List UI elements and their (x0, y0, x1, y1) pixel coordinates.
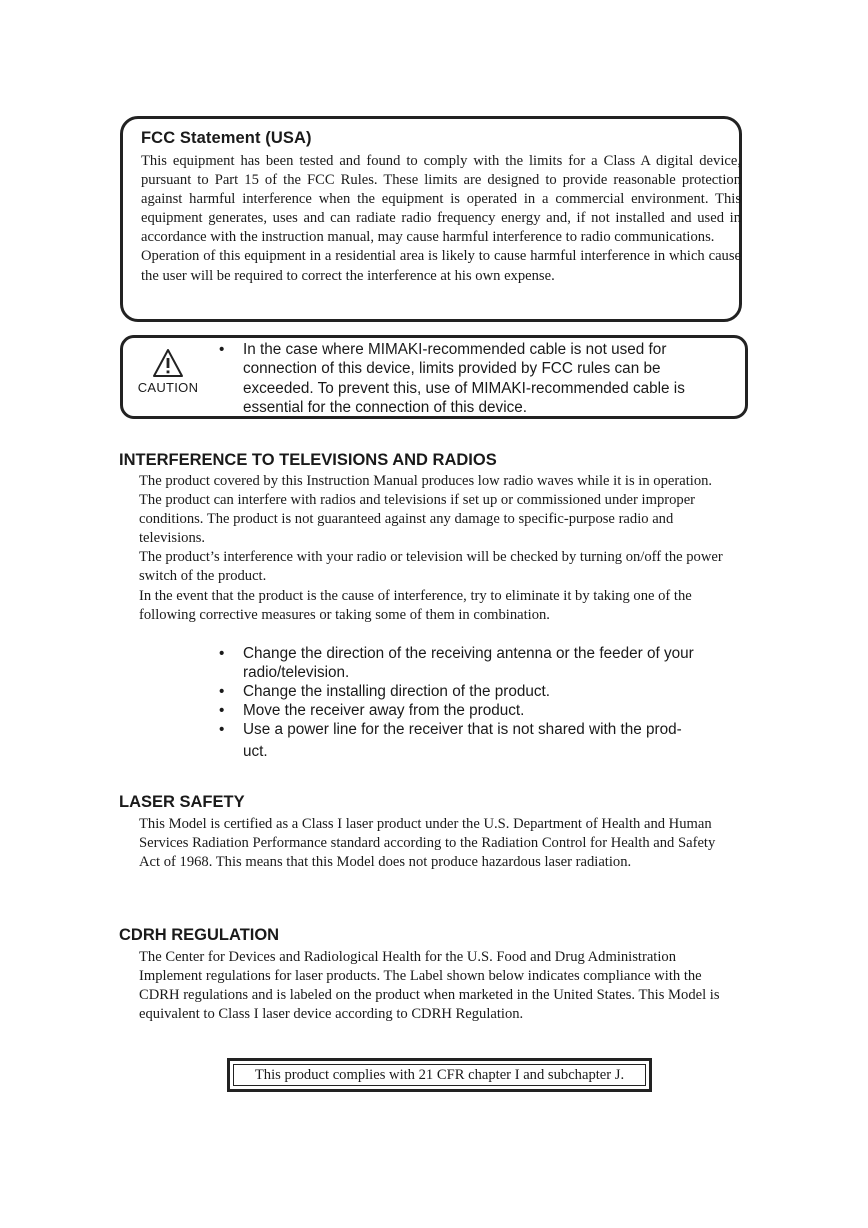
bullet-marker: • (219, 683, 225, 701)
interference-paragraph-3: In the event that the product is the cause of interference, try to eliminate it by taking one of the following corrective measures or taking some of them in combination. (139, 587, 692, 623)
cdrh-regulation-heading: CDRH REGULATION (119, 926, 280, 944)
fcc-paragraph-1: This equipment has been tested and found to comply with the limits for a Class A digital device, pursuant to Part 15 of the FCC Rules. These limits are designed to provide reasonable protection against harmful interference when the equipment is operated in a commercial environment. This equipment generates, uses and can radiate radio frequency energy and, if not installed and used in accordance with the instruction manual, may cause harmful interference to radio communications. (141, 153, 741, 246)
compliance-label-text: This product complies with 21 CFR chapter I and subchapter J. (233, 1064, 646, 1086)
fcc-statement-box (120, 116, 742, 322)
measure-text (243, 720, 729, 761)
warning-triangle-icon (152, 348, 184, 378)
bullet-marker: • (219, 721, 225, 739)
fcc-statement-title: FCC Statement (USA) (141, 129, 312, 147)
bullet-marker: • (219, 702, 225, 720)
measure-text-line-1: Use a power line for the receiver that is not shared with the prod- (243, 721, 682, 739)
caution-text (219, 340, 729, 417)
measure-text: Change the direction of the receiving antenna or the feeder of your radio/television. (243, 645, 694, 682)
caution-badge (131, 348, 205, 395)
fcc-statement-text (141, 152, 741, 286)
measure-text: Move the receiver away from the product. (243, 702, 525, 720)
laser-safety-heading: LASER SAFETY (119, 793, 245, 811)
measure-text-line-2: uct. (243, 743, 268, 761)
measure-text: Change the installing direction of the product. (243, 683, 550, 701)
cdrh-regulation-paragraph: The Center for Devices and Radiological Health for the U.S. Food and Drug Administration Implement regulations for laser products. The Label shown below indicates compliance with the CDRH regulations and is labeled on the product when marketed in the United States. This Model is equivalent to Class I laser device according to CDRH Regulation. (139, 949, 720, 1023)
laser-safety-body (139, 815, 737, 872)
laser-safety-paragraph: This Model is certified as a Class I laser product under the U.S. Department of Health and Human Services Radiation Performance standard according to the Radiation Control for Health and Safety Act of 1968. This means that this Model does not produce hazardous laser radiation. (139, 816, 716, 871)
caution-box (120, 335, 748, 419)
fcc-paragraph-2: Operation of this equipment in a residential area is likely to cause harmful interference in which cause the user will be required to correct the interference at his own expense. (141, 248, 741, 284)
compliance-label-box (227, 1058, 652, 1092)
interference-paragraph-1: The product covered by this Instruction Manual produces low radio waves while it is in operation. The product can interfere with radios and televisions if set up or commissioned under improper conditions. The product is not guaranteed against any damage to specific-purpose radio and televisions. (139, 473, 713, 547)
list-item (219, 644, 729, 682)
bullet-marker: • (219, 645, 225, 662)
corrective-measures-list (219, 644, 729, 762)
list-item (219, 720, 729, 761)
caution-message: In the case where MIMAKI-recommended cable is not used for connection of this device, limits provided by FCC rules can be exceeded. To prevent this, use of MIMAKI-recommended cable is essential for the connection of this device. (243, 341, 685, 416)
interference-paragraph-2: The product’s interference with your radio or television will be checked by turning on/off the power switch of the product. (139, 549, 723, 585)
bullet-marker: • (219, 341, 225, 358)
interference-heading: INTERFERENCE TO TELEVISIONS AND RADIOS (119, 451, 497, 469)
interference-body (139, 472, 737, 625)
list-item (219, 701, 729, 720)
caution-label: CAUTION (137, 380, 199, 395)
caution-bullet-item (219, 340, 729, 417)
cdrh-regulation-body (139, 948, 737, 1024)
list-item (219, 682, 729, 701)
